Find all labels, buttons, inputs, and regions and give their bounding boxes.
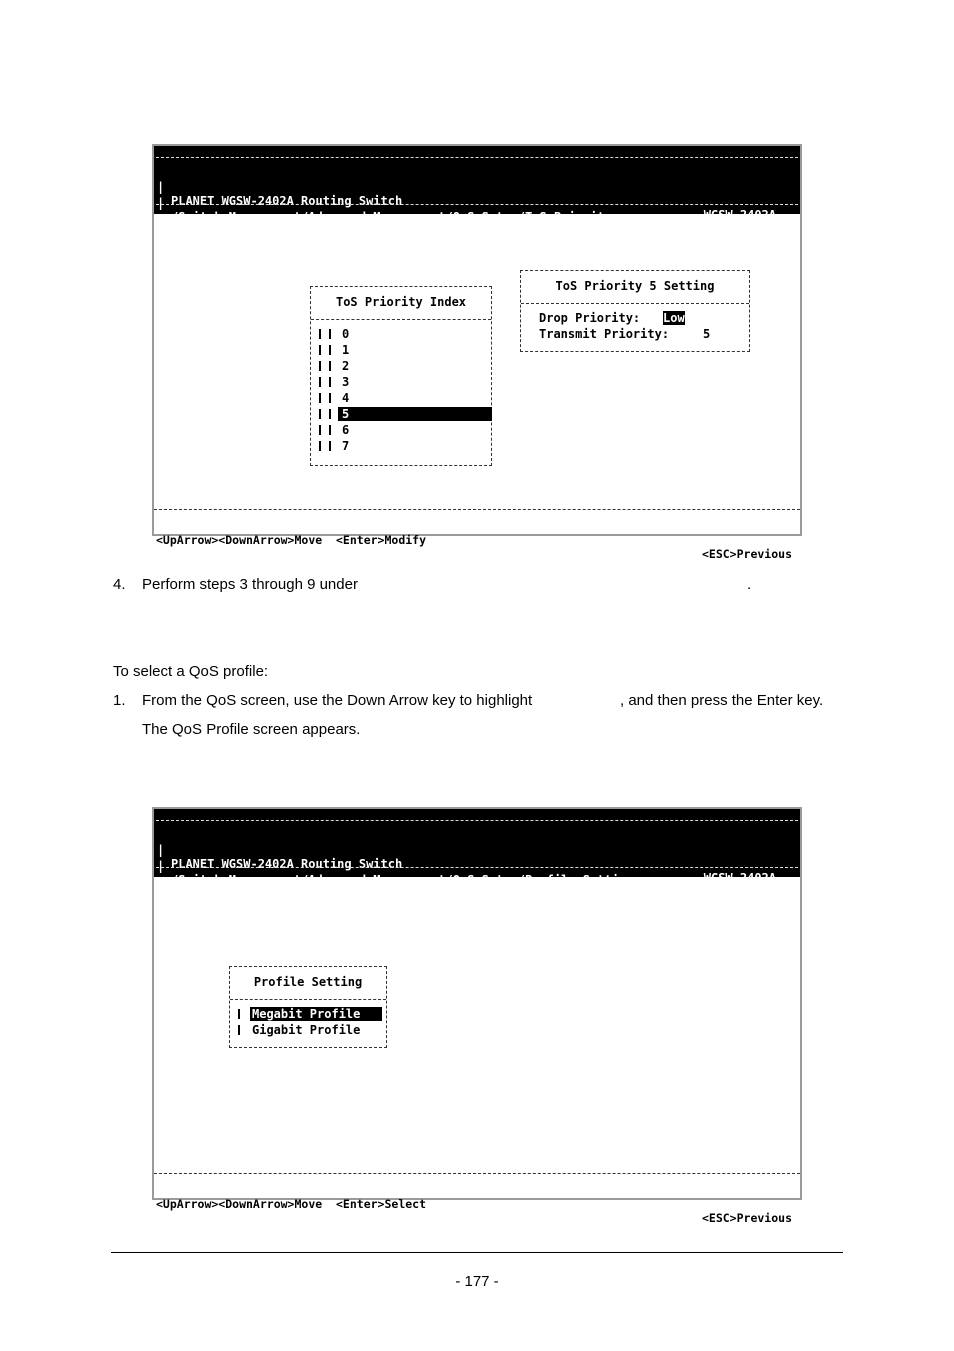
tos-index-item[interactable]: 4 <box>342 391 350 405</box>
header-menu-path: /Switch Management/Advanced Management/QoS Setup/Profile Setting <box>171 873 634 887</box>
header-device-title: PLANET WGSW-2402A Routing Switch <box>171 857 403 871</box>
transmit-priority-label: Transmit Priority: <box>539 327 670 341</box>
header-device-title: PLANET WGSW-2402A Routing Switch <box>171 194 403 208</box>
profile-setting-box <box>229 966 387 1048</box>
tos-index-item-selected[interactable]: 5 <box>338 407 492 421</box>
profile-setting-terminal <box>152 807 802 1225</box>
page-number: - 177 - <box>455 1273 499 1290</box>
header-user: admin <box>739 887 776 901</box>
terminal-header: | PLANET WGSW-2402A Routing Switch WGSW-2402A | | /Switch Management/Advanced Management/QoS Setup/Profile Setting admin | <box>154 809 800 877</box>
step-1-text-a: From the QoS screen, use the Down Arrow key to highlight <box>142 692 533 709</box>
esc-previous-hint: <ESC>Previous <box>701 547 792 561</box>
transmit-priority-value[interactable]: 5 <box>703 327 711 341</box>
header-model: WGSW-2402A <box>703 208 776 222</box>
drop-priority-label: Drop Priority: <box>539 311 641 325</box>
megabit-profile-item[interactable]: Megabit Profile <box>250 1007 382 1021</box>
tos-index-item[interactable]: 3 <box>342 375 350 389</box>
gigabit-profile-item[interactable]: Gigabit Profile <box>252 1023 361 1037</box>
tos-setting-title: ToS Priority 5 Setting <box>555 279 715 293</box>
tos-index-title: ToS Priority Index <box>335 295 467 309</box>
header-model: WGSW-2402A <box>703 871 776 885</box>
key-hints: <UpArrow><DownArrow>Move <Enter>Select <box>156 1197 427 1211</box>
profile-setting-title: Profile Setting <box>253 975 363 989</box>
step-1-text-b: , and then press the Enter key. <box>620 692 824 709</box>
key-hints: <UpArrow><DownArrow>Move <Enter>Modify <box>156 533 427 547</box>
tos-priority-index-box <box>310 286 492 466</box>
header-user: admin <box>739 224 776 238</box>
step-1-number: 1. <box>113 692 126 709</box>
tos-index-item[interactable]: 7 <box>342 439 350 453</box>
tos-priority-terminal <box>152 144 802 561</box>
tos-index-item[interactable]: 0 <box>342 327 350 341</box>
step-4-text: Perform steps 3 through 9 under <box>142 576 358 593</box>
step-4-period: . <box>747 576 752 593</box>
footer-rule <box>111 1252 843 1253</box>
drop-priority-value[interactable]: Low <box>663 311 685 325</box>
terminal-header: | PLANET WGSW-2402A Routing Switch WGSW-2402A | | /Switch Management/Advanced Management/QoS Setup/ToS Priority admin | <box>154 146 800 214</box>
header-menu-path: /Switch Management/Advanced Management/QoS Setup/ToS Priority <box>171 210 612 224</box>
step-1-text-c: The QoS Profile screen appears. <box>142 721 361 738</box>
esc-previous-hint: <ESC>Previous <box>701 1211 792 1225</box>
tos-index-item[interactable]: 6 <box>342 423 350 437</box>
tos-index-item[interactable]: 2 <box>342 359 350 373</box>
procedure-intro: To select a QoS profile: <box>113 663 269 680</box>
step-4-number: 4. <box>113 576 126 593</box>
tos-index-item[interactable]: 1 <box>342 343 350 357</box>
tos-priority-setting-box <box>520 270 750 352</box>
